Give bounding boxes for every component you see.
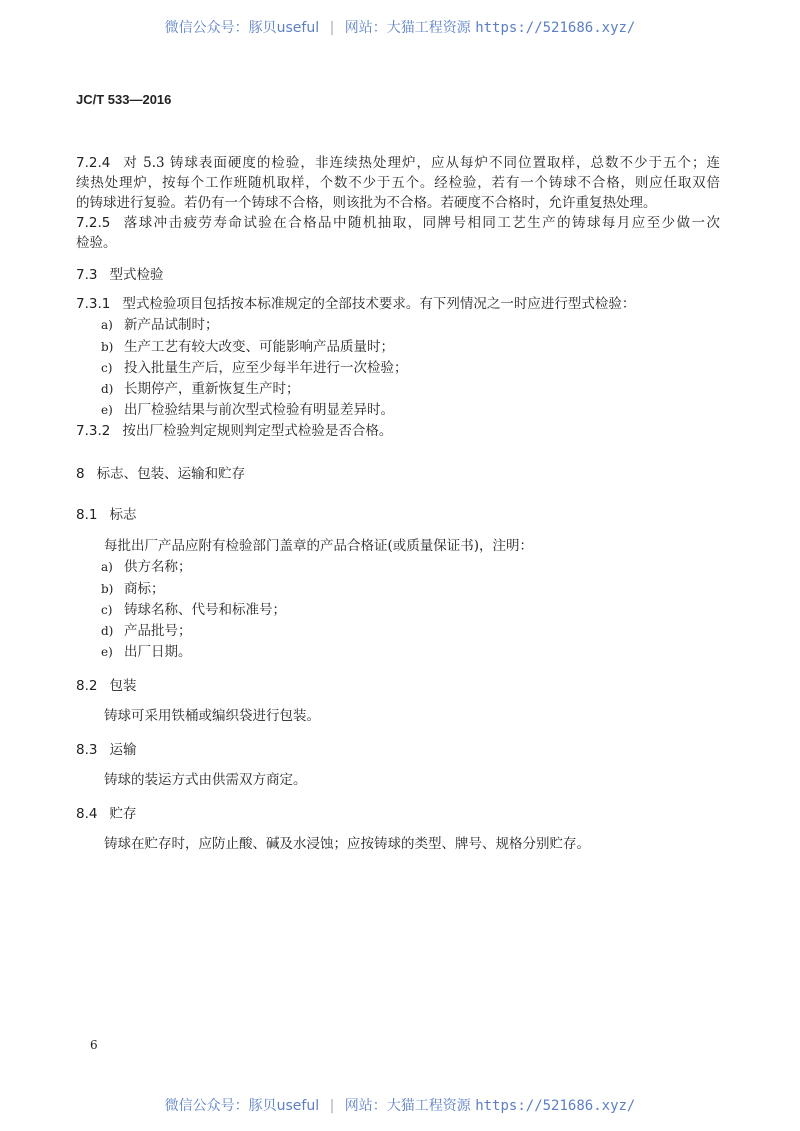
heading-number: 7.3 bbox=[76, 267, 98, 283]
watermark-url[interactable]: https://521686.xyz/ bbox=[475, 20, 636, 36]
list-item bbox=[101, 600, 286, 620]
item-text: 出厂日期。 bbox=[124, 644, 192, 660]
heading-number: 8.2 bbox=[76, 678, 98, 694]
page-number: 6 bbox=[90, 1038, 98, 1052]
item-text: 铸球名称、代号和标准号； bbox=[124, 602, 286, 618]
heading-number: 8.1 bbox=[76, 507, 98, 523]
clause-text: 按出厂检验判定规则判定型式检验是否合格。 bbox=[122, 423, 393, 439]
list-item bbox=[101, 358, 408, 378]
item-text: 商标； bbox=[124, 581, 165, 597]
s724-line2: 续热处理炉，按每个工作班随机取样，个数不少于五个。经检验，若有一个铸球不合格，则应任取双倍 bbox=[76, 175, 720, 191]
watermark-wechat: 微信公众号：豚贝useful bbox=[164, 1098, 320, 1114]
s731 bbox=[76, 294, 635, 314]
clause-text: 对 5.3 铸球表面硬度的检验，非连续热处理炉，应从每炉不同位置取样，总数不少于五个；连 bbox=[122, 155, 720, 171]
list-item bbox=[101, 379, 300, 399]
s83-text: 铸球的装运方式由供需双方商定。 bbox=[104, 772, 307, 788]
item-label: a) bbox=[101, 560, 113, 574]
list-item bbox=[101, 337, 394, 357]
clause-number: 7.2.4 bbox=[76, 155, 111, 171]
doc-id: JC/T 533—2016 bbox=[76, 92, 172, 107]
heading-7-3 bbox=[76, 265, 163, 285]
heading-title: 贮存 bbox=[109, 806, 137, 822]
heading-8-3 bbox=[76, 740, 136, 760]
heading-number: 8.4 bbox=[76, 806, 98, 822]
item-label: c) bbox=[101, 361, 113, 375]
heading-8-2 bbox=[76, 676, 136, 696]
clause-number: 7.2.5 bbox=[76, 215, 111, 231]
s724-line3: 的铸球进行复验。若仍有一个铸球不合格，则该批为不合格。若硬度不合格时，允许重复热处理。 bbox=[76, 195, 657, 211]
watermark-sep: | bbox=[329, 1098, 335, 1114]
s84-text: 铸球在贮存时，应防止酸、碱及水浸蚀；应按铸球的类型、牌号、规格分别贮存。 bbox=[104, 836, 590, 852]
heading-number: 8 bbox=[76, 466, 85, 482]
watermark-url[interactable]: https://521686.xyz/ bbox=[475, 1098, 636, 1114]
list-item bbox=[101, 642, 192, 662]
s82-text: 铸球可采用铁桶或编织袋进行包装。 bbox=[104, 708, 320, 724]
item-text: 生产工艺有较大改变、可能影响产品质量时； bbox=[124, 339, 394, 355]
heading-title: 包装 bbox=[109, 678, 137, 694]
s732 bbox=[76, 421, 392, 441]
clause-text: 型式检验项目包括按本标准规定的全部技术要求。有下列情况之一时应进行型式检验： bbox=[122, 296, 636, 312]
watermark-bottom bbox=[0, 1095, 800, 1115]
item-label: d) bbox=[101, 624, 114, 638]
item-text: 投入批量生产后，应至少每半年进行一次检验； bbox=[124, 360, 408, 376]
heading-8-1 bbox=[76, 505, 136, 525]
s81-text: 每批出厂产品应附有检验部门盖章的产品合格证(或质量保证书)，注明： bbox=[104, 538, 534, 554]
watermark-wechat: 微信公众号：豚贝useful bbox=[164, 20, 320, 36]
s725-line2: 检验。 bbox=[76, 235, 117, 251]
item-label: a) bbox=[101, 318, 113, 332]
item-label: d) bbox=[101, 382, 114, 396]
watermark-sep: | bbox=[329, 20, 335, 36]
item-text: 供方名称； bbox=[124, 559, 192, 575]
s724-line1 bbox=[76, 153, 720, 173]
clause-number: 7.3.1 bbox=[76, 296, 111, 312]
heading-title: 型式检验 bbox=[109, 267, 164, 283]
heading-8 bbox=[76, 464, 245, 484]
heading-number: 8.3 bbox=[76, 742, 98, 758]
item-label: e) bbox=[101, 403, 113, 417]
item-text: 出厂检验结果与前次型式检验有明显差异时。 bbox=[124, 402, 394, 418]
item-label: c) bbox=[101, 603, 113, 617]
watermark-site: 网站：大猫工程资源 bbox=[344, 20, 471, 36]
list-item bbox=[101, 400, 394, 420]
list-item bbox=[101, 315, 219, 335]
s725-line1 bbox=[76, 213, 720, 233]
watermark-site: 网站：大猫工程资源 bbox=[344, 1098, 471, 1114]
list-item bbox=[101, 557, 192, 577]
heading-title: 标志、包装、运输和贮存 bbox=[96, 466, 246, 482]
list-item bbox=[101, 579, 165, 599]
item-label: b) bbox=[101, 582, 114, 596]
item-text: 新产品试制时； bbox=[124, 317, 219, 333]
item-text: 产品批号； bbox=[124, 623, 192, 639]
heading-title: 标志 bbox=[109, 507, 137, 523]
list-item bbox=[101, 621, 192, 641]
watermark-top bbox=[0, 17, 800, 37]
heading-title: 运输 bbox=[109, 742, 137, 758]
clause-number: 7.3.2 bbox=[76, 423, 111, 439]
heading-8-4 bbox=[76, 804, 136, 824]
item-label: b) bbox=[101, 340, 114, 354]
clause-text: 落球冲击疲劳寿命试验在合格品中随机抽取，同牌号相同工艺生产的铸球每月应至少做一次 bbox=[122, 215, 720, 231]
item-text: 长期停产，重新恢复生产时； bbox=[124, 381, 300, 397]
item-label: e) bbox=[101, 645, 113, 659]
